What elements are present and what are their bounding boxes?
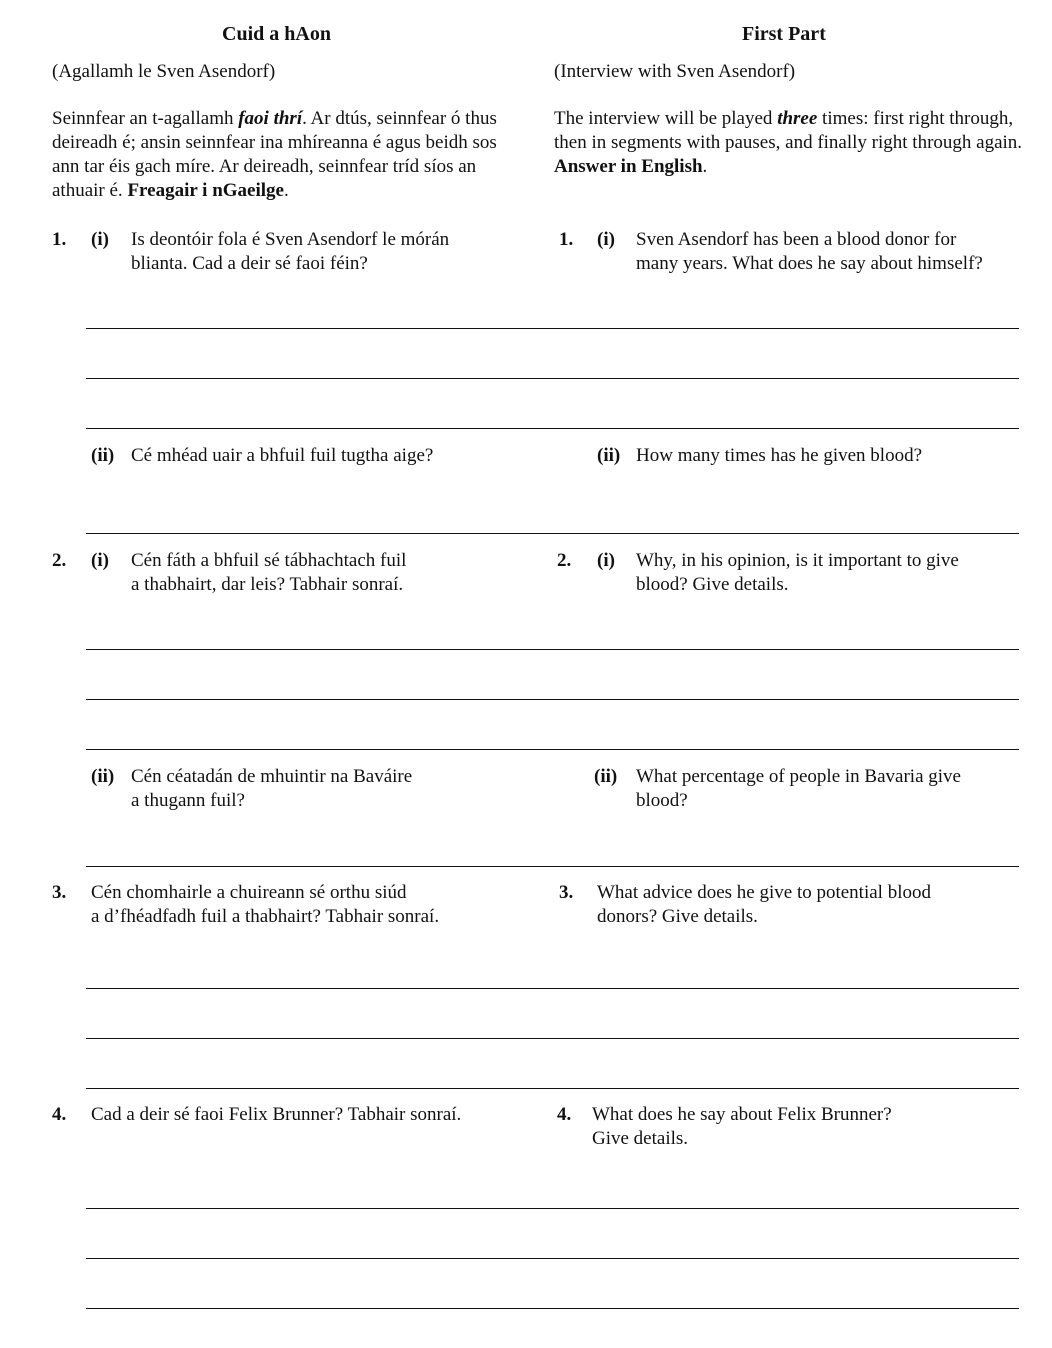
irish-q3-line2: a d’fhéadfadh fuil a thabhairt? Tabhair sonraí. xyxy=(91,906,440,927)
english-q4-line1: What does he say about Felix Brunner? xyxy=(592,1104,892,1125)
irish-q1-i-label: (i) xyxy=(91,229,109,250)
irish-q1-i-line2: blianta. Cad a deir sé faoi féin? xyxy=(131,253,368,274)
english-q1-i-label: (i) xyxy=(597,229,615,250)
irish-instructions: Seinnfear an t-agallamh faoi thrí. Ar dtús, seinnfear ó thus deireadh é; ansin seinnfear ina mhíreanna é agus beidh sos ann tar éis gach míre. Ar deireadh, seinnfear tríd síos an athuair é. Freagair i nGaeilge. xyxy=(52,108,497,201)
answer-line[interactable] xyxy=(86,1308,1019,1309)
irish-q1-number: 1. xyxy=(52,229,67,250)
answer-line[interactable] xyxy=(86,1038,1019,1039)
english-q3-line1: What advice does he give to potential blood xyxy=(597,882,931,903)
irish-q2-i-label: (i) xyxy=(91,550,109,571)
english-q4-number: 4. xyxy=(557,1104,572,1125)
english-q2-ii-line2: blood? xyxy=(636,790,688,811)
answer-line[interactable] xyxy=(86,378,1019,379)
answer-line[interactable] xyxy=(86,749,1019,750)
irish-q4-line1: Cad a deir sé faoi Felix Brunner? Tabhair sonraí. xyxy=(91,1104,462,1125)
answer-line[interactable] xyxy=(86,866,1019,867)
irish-q4-number: 4. xyxy=(52,1104,67,1125)
english-q2-ii-label: (ii) xyxy=(594,766,618,787)
irish-q2-ii-line1: Cén céatadán de mhuintir na Baváire xyxy=(131,766,413,787)
english-q1-i-line2: many years. What does he say about himself? xyxy=(636,253,983,274)
answer-line[interactable] xyxy=(86,1208,1019,1209)
english-q2-i-line2: blood? Give details. xyxy=(636,574,789,595)
irish-q1-ii-text: Cé mhéad uair a bhfuil fuil tugtha aige? xyxy=(131,445,434,466)
english-q2-i-label: (i) xyxy=(597,550,615,571)
answer-line[interactable] xyxy=(86,699,1019,700)
irish-q3-line1: Cén chomhairle a chuireann sé orthu siúd xyxy=(91,882,407,903)
irish-q2-ii-line2: a thugann fuil? xyxy=(131,790,245,811)
irish-q2-ii-label: (ii) xyxy=(91,766,115,787)
english-q4-line2: Give details. xyxy=(592,1128,689,1149)
english-q3-line2: donors? Give details. xyxy=(597,906,758,927)
english-q2-number: 2. xyxy=(557,550,572,571)
irish-heading: Cuid a hAon xyxy=(222,23,331,45)
english-subtitle: (Interview with Sven Asendorf) xyxy=(554,61,796,82)
answer-line[interactable] xyxy=(86,988,1019,989)
english-q1-number: 1. xyxy=(559,229,574,250)
english-instructions: The interview will be played three times: first right through, then in segments with pauses, and finally right through again. Answer in English. xyxy=(554,108,1023,177)
irish-q1-i-line1: Is deontóir fola é Sven Asendorf le mórán xyxy=(131,229,450,250)
answer-line[interactable] xyxy=(86,649,1019,650)
english-q1-ii-text: How many times has he given blood? xyxy=(636,445,923,466)
irish-subtitle: (Agallamh le Sven Asendorf) xyxy=(52,61,276,82)
irish-q2-i-line1: Cén fáth a bhfuil sé tábhachtach fuil xyxy=(131,550,407,571)
english-q1-ii-label: (ii) xyxy=(597,445,621,466)
irish-q2-number: 2. xyxy=(52,550,67,571)
english-q3-number: 3. xyxy=(559,882,574,903)
irish-q1-ii-label: (ii) xyxy=(91,445,115,466)
answer-line[interactable] xyxy=(86,1088,1019,1089)
answer-line[interactable] xyxy=(86,533,1019,534)
answer-line[interactable] xyxy=(86,328,1019,329)
english-q2-i-line1: Why, in his opinion, is it important to give xyxy=(636,550,959,571)
english-q2-ii-line1: What percentage of people in Bavaria give xyxy=(636,766,961,787)
answer-line[interactable] xyxy=(86,428,1019,429)
english-q1-i-line1: Sven Asendorf has been a blood donor for xyxy=(636,229,957,250)
irish-q2-i-line2: a thabhairt, dar leis? Tabhair sonraí. xyxy=(131,574,404,595)
english-heading: First Part xyxy=(742,23,826,45)
irish-q3-number: 3. xyxy=(52,882,67,903)
answer-line[interactable] xyxy=(86,1258,1019,1259)
